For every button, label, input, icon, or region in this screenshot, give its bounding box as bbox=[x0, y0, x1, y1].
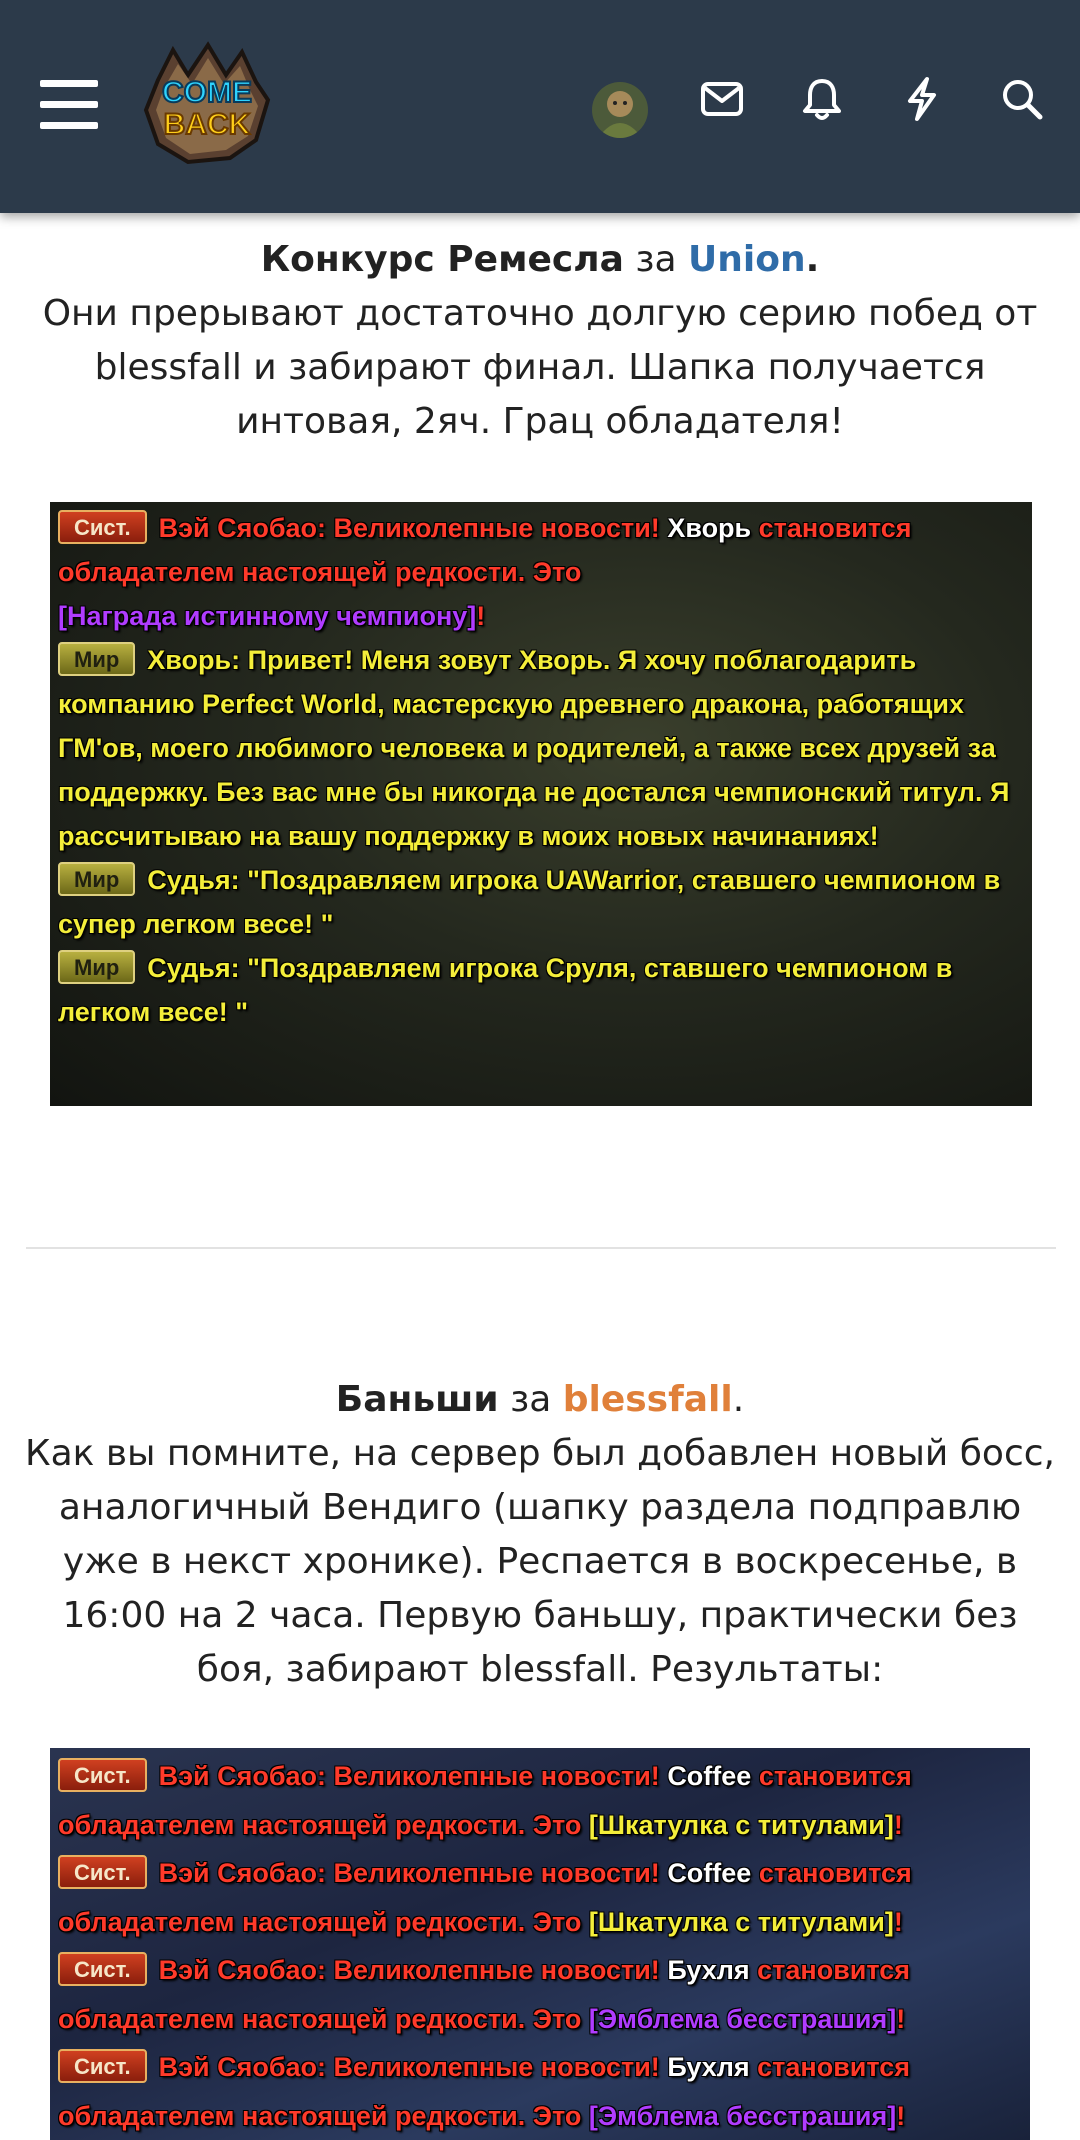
channel-badge-system: Сист. bbox=[58, 2049, 147, 2083]
channel-badge-world: Мир bbox=[58, 642, 135, 676]
section-title: Конкурс Ремесла за Union. bbox=[260, 239, 820, 280]
menu-icon[interactable] bbox=[40, 80, 98, 128]
item-link: [Эмблема бесстрашия] bbox=[588, 2100, 897, 2131]
section-divider bbox=[26, 1247, 1056, 1249]
chat-message: Мир Судья: "Поздравляем игрока Сруля, ставшего чемпионом в легком весе! " bbox=[58, 946, 1024, 1034]
item-link: [Шкатулка с титулами] bbox=[588, 1809, 894, 1840]
guild-link-blessfall[interactable]: blessfall bbox=[562, 1379, 733, 1420]
section-title: Баньши за blessfall. bbox=[335, 1379, 745, 1420]
channel-badge-system: Сист. bbox=[58, 1952, 147, 1986]
top-nav-bar bbox=[0, 0, 1080, 213]
logo-text-bottom: BACK bbox=[163, 108, 251, 141]
user-avatar[interactable] bbox=[592, 82, 648, 138]
chat-message: Сист. Вэй Сяобао: Великолепные новости! Coffee становится обладателем настоящей редкости. Это [Шкатулка с титулами]! bbox=[58, 1849, 1022, 1946]
section-body: Как вы помните, на сервер был добавлен новый босс, аналогичный Вендиго (шапку раздела подправлю уже в некст хронике). Респается в воскресенье, в 16:00 на 2 часа. Первую баньшу, практически без боя, забирают blessfall. Результаты: bbox=[25, 1433, 1055, 1690]
section-union bbox=[20, 233, 1060, 449]
bolt-icon[interactable] bbox=[898, 75, 946, 123]
chat-message: Мир Судья: "Поздравляем игрока UAWarrior, ставшего чемпионом в супер легком весе! " bbox=[58, 858, 1024, 946]
channel-badge-system: Сист. bbox=[58, 510, 147, 544]
search-icon[interactable] bbox=[998, 75, 1046, 123]
guild-link-union[interactable]: Union bbox=[688, 239, 806, 280]
chat-message: Сист. Вэй Сяобао: Великолепные новости! Бухля становится обладателем настоящей редкости. Это [Эмблема бесстрашия]! bbox=[58, 2043, 1022, 2140]
envelope-icon[interactable] bbox=[698, 75, 746, 123]
chat-message: Сист. Вэй Сяобао: Великолепные новости! Хворь становится обладателем настоящей редкости. Это [Награда истинному чемпиону]! bbox=[58, 506, 1024, 638]
item-link: [Шкатулка с титулами] bbox=[588, 1906, 894, 1937]
bell-icon[interactable] bbox=[798, 75, 846, 123]
chat-message: Сист. Вэй Сяобао: Великолепные новости! Бухля становится обладателем настоящей редкости. Это [Эмблема бесстрашия]! bbox=[58, 1946, 1022, 2043]
channel-badge-world: Мир bbox=[58, 950, 135, 984]
section-banshee bbox=[20, 1373, 1060, 1697]
game-chat-screenshot-1 bbox=[50, 502, 1032, 1106]
section-body: Они прерывают достаточно долгую серию побед от blessfall и забирают финал. Шапка получается интовая, 2яч. Грац обладателя! bbox=[42, 293, 1038, 442]
site-logo[interactable] bbox=[138, 40, 276, 168]
item-link: [Эмблема бесстрашия] bbox=[588, 2003, 897, 2034]
logo-text-top: COME bbox=[162, 76, 252, 109]
channel-badge-system: Сист. bbox=[58, 1758, 147, 1792]
chat-message: Сист. Вэй Сяобао: Великолепные новости! Coffee становится обладателем настоящей редкости. Это [Шкатулка с титулами]! bbox=[58, 1752, 1022, 1849]
channel-badge-system: Сист. bbox=[58, 1855, 147, 1889]
channel-badge-world: Мир bbox=[58, 862, 135, 896]
chat-message: Мир Хворь: Привет! Меня зовут Хворь. Я хочу поблагодарить компанию Perfect World, мастерскую древнего дракона, работящих ГМ'ов, моего любимого человека и родителей, а также всех друзей за поддержку. Без вас мне бы никогда не достался чемпионский титул. Я рассчитываю на вашу поддержку в моих новых начинаниях! bbox=[58, 638, 1024, 858]
item-link: [Награда истинному чемпиону] bbox=[58, 601, 477, 631]
game-chat-screenshot-2 bbox=[50, 1748, 1030, 2140]
